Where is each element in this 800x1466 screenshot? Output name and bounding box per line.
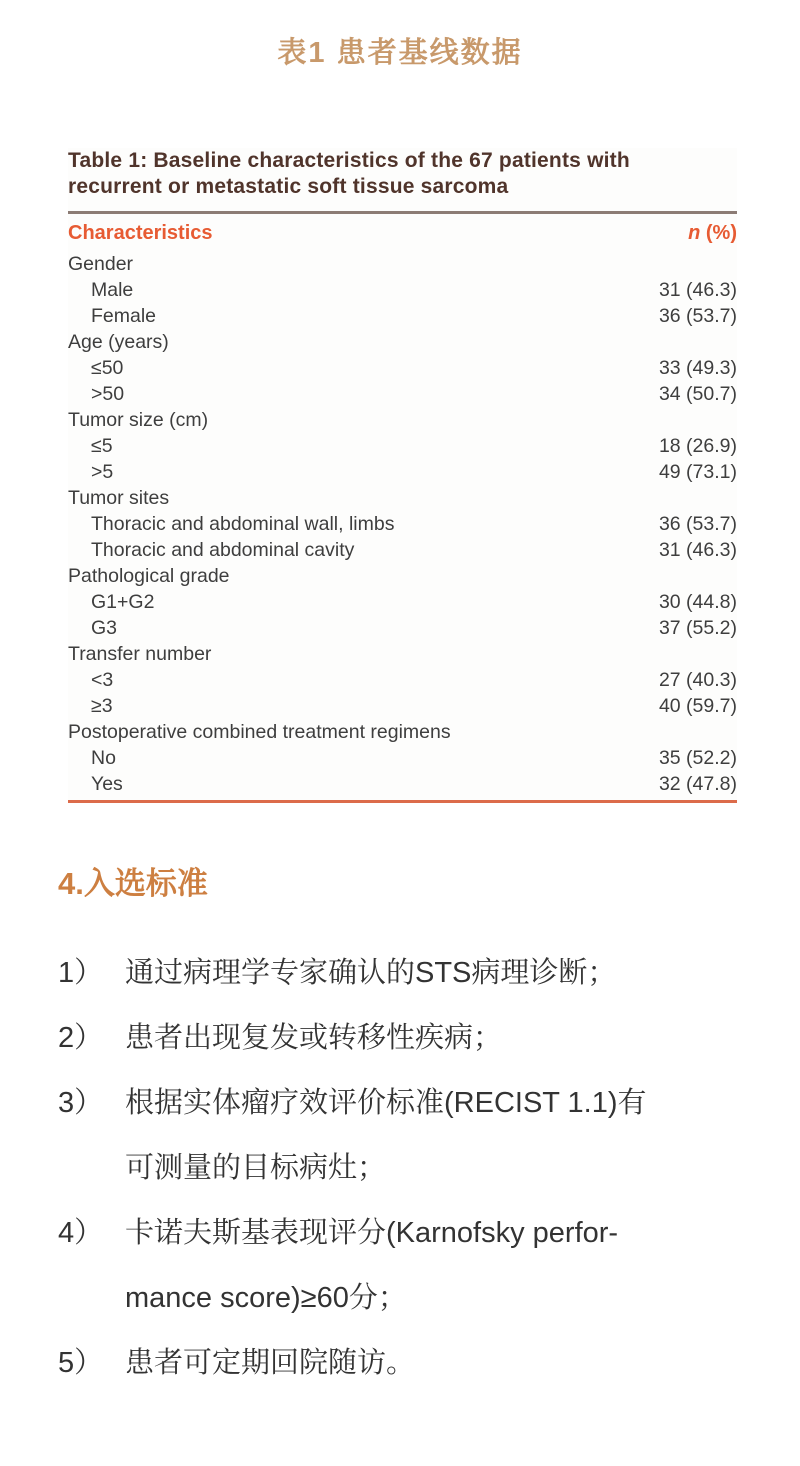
table-header-row (68, 214, 737, 251)
row-value: 31 (46.3) (658, 278, 737, 301)
row-label: No (91, 746, 116, 769)
row-value: 27 (40.3) (658, 668, 737, 691)
section-heading-inclusion-criteria: 4.入选标准 (58, 865, 208, 901)
list-item-number: 4） (58, 1216, 104, 1249)
row-label: >5 (91, 460, 114, 483)
row-label: Thoracic and abdominal wall, limbs (91, 512, 395, 535)
row-value: 30 (44.8) (658, 590, 737, 613)
table-row (68, 277, 737, 303)
row-label: <3 (91, 668, 114, 691)
table-row (68, 719, 737, 745)
row-label: >50 (91, 382, 125, 405)
row-value: 49 (73.1) (658, 460, 737, 483)
table-header-characteristics: Characteristics (68, 221, 213, 244)
list-item-line1: 通过病理学专家确认的STS病理诊断； (125, 956, 617, 989)
row-label: ≥3 (91, 694, 113, 717)
list-item-text (125, 1006, 740, 1071)
row-label: Age (years) (68, 330, 169, 353)
table-row (68, 485, 737, 511)
table-bottom-rule (68, 800, 737, 803)
table-header-n-pct (688, 222, 737, 245)
table-row (68, 433, 737, 459)
list-item-text (125, 1201, 740, 1331)
row-label: Thoracic and abdominal cavity (91, 538, 355, 561)
list-item-line1: 根据实体瘤疗效评价标准(RECIST 1.1)有 (125, 1086, 647, 1119)
row-label: Tumor sites (68, 486, 170, 509)
table-row (68, 381, 737, 407)
row-label: Gender (68, 252, 134, 275)
list-item-number: 3） (58, 1086, 104, 1119)
list-item (58, 1201, 740, 1331)
list-item-line2: 可测量的目标病灶； (125, 1151, 387, 1184)
row-value: 36 (53.7) (658, 512, 737, 535)
table-title-line1: Table 1: Baseline characteristics of the 67 patients with (68, 148, 630, 172)
row-value: 35 (52.2) (658, 746, 737, 769)
row-label: Yes (91, 772, 123, 795)
row-label: G1+G2 (91, 590, 155, 613)
list-item-number: 5） (58, 1346, 104, 1379)
row-label: Postoperative combined treatment regimens (68, 720, 451, 743)
list-item-line1: 患者可定期回院随访。 (125, 1346, 416, 1379)
row-label: ≤50 (91, 356, 124, 379)
table-row (68, 693, 737, 719)
list-item-line1: 卡诺夫斯基表现评分(Karnofsky perfor- (125, 1216, 619, 1249)
list-item (58, 941, 740, 1006)
row-value: 32 (47.8) (658, 772, 737, 795)
table-header-n: n (688, 221, 701, 244)
list-item-line2: mance score)≥60分； (125, 1281, 407, 1314)
table-row (68, 771, 737, 797)
table-row (68, 563, 737, 589)
list-item-number: 2） (58, 1021, 104, 1054)
table-row (68, 641, 737, 667)
row-value: 40 (59.7) (658, 694, 737, 717)
row-label: Tumor size (cm) (68, 408, 209, 431)
row-value: 36 (53.7) (658, 304, 737, 327)
table-row (68, 303, 737, 329)
inclusion-criteria-list (58, 941, 740, 1396)
row-value: 31 (46.3) (658, 538, 737, 561)
table-header-pct: (%) (700, 221, 737, 244)
row-value: 37 (55.2) (658, 616, 737, 639)
row-label: Female (91, 304, 157, 327)
row-value: 18 (26.9) (658, 434, 737, 457)
row-value: 34 (50.7) (658, 382, 737, 405)
page-kicker-title: 表1 患者基线数据 (277, 37, 523, 69)
row-label: Pathological grade (68, 564, 230, 587)
table-row (68, 251, 737, 277)
table-row (68, 511, 737, 537)
row-label: ≤5 (91, 434, 113, 457)
row-label: Transfer number (68, 642, 212, 665)
list-item-number: 1） (58, 956, 104, 989)
table-title-line2: recurrent or metastatic soft tissue sarcoma (68, 174, 509, 198)
list-item (58, 1331, 740, 1396)
table-row (68, 407, 737, 433)
table-title (68, 148, 737, 200)
list-item-text (125, 941, 740, 1006)
table-row (68, 459, 737, 485)
table-row (68, 329, 737, 355)
row-value: 33 (49.3) (658, 356, 737, 379)
table-row (68, 615, 737, 641)
list-item-text (125, 1071, 740, 1201)
list-item (58, 1006, 740, 1071)
list-item (58, 1071, 740, 1201)
list-item-line1: 患者出现复发或转移性疾病； (125, 1021, 503, 1054)
baseline-table (68, 148, 737, 803)
table-row (68, 537, 737, 563)
table-body (68, 251, 737, 797)
table-row (68, 589, 737, 615)
list-item-text (125, 1331, 740, 1396)
row-label: G3 (91, 616, 118, 639)
row-label: Male (91, 278, 134, 301)
table-row (68, 355, 737, 381)
table-row (68, 745, 737, 771)
table-row (68, 667, 737, 693)
